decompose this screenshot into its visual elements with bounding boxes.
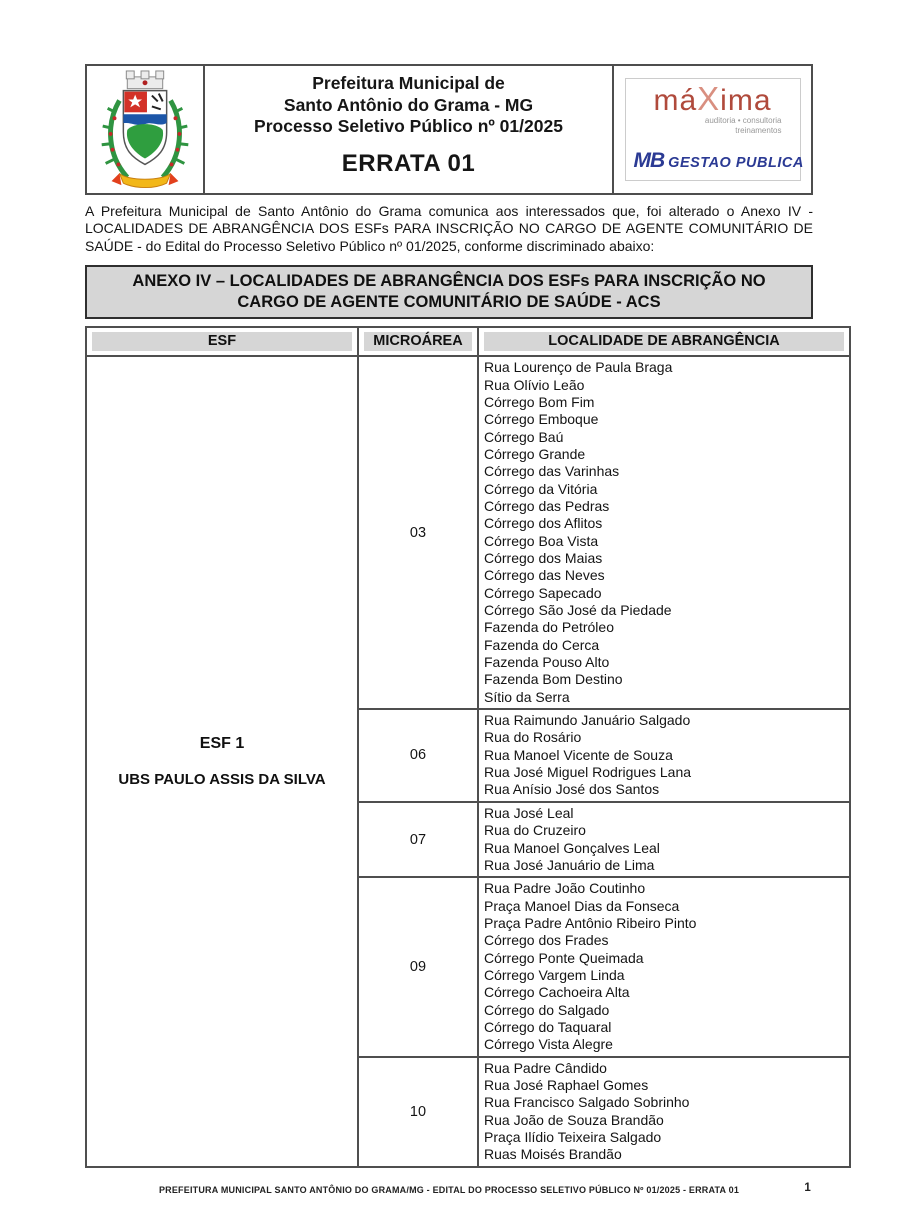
locality: Rua Manoel Gonçalves Leal <box>484 839 660 856</box>
header-title-line2: Santo Antônio do Grama - MG <box>283 94 534 115</box>
locality: Córrego do Taquaral <box>484 1018 612 1035</box>
esf-unit: UBS PAULO ASSIS DA SILVA <box>118 770 326 788</box>
intro-paragraph: A Prefeitura Municipal de Santo Antônio do Grama comunica aos interessados que, foi alterado o Anexo IV - LOCALIDADES DE ABRANGÊNCIA DOS ESFs PARA INSCRIÇÃO NO CARGO DE AGENTE COMUNITÁRIO DE SAÚDE - do Edital do Processo Seletivo Público nº 01/2025, conforme discriminado abaixo: <box>85 203 813 254</box>
maxima-logo-subtitle1: auditoria • consultoria <box>704 116 782 125</box>
annex-title <box>85 265 813 319</box>
locality: Córrego Baú <box>484 428 564 445</box>
locality: Córrego Vargem Linda <box>484 966 625 983</box>
locality: Rua José Miguel Rodrigues Lana <box>484 764 692 781</box>
locality: Rua Anísio José dos Santos <box>484 781 660 798</box>
locality: Córrego das Pedras <box>484 497 610 514</box>
maxima-logo-subtitle2: treinamentos <box>735 126 782 135</box>
locality: Córrego dos Frades <box>484 932 609 949</box>
locality: Córrego São José da Piedade <box>484 602 672 619</box>
maxima-logo-prefix: má <box>653 84 698 117</box>
logos-frame <box>625 78 804 181</box>
mb-logo-text: GESTAO PUBLICA <box>668 155 804 171</box>
locality: Córrego Emboque <box>484 411 599 428</box>
locality: Córrego Sapecado <box>484 584 602 601</box>
locality: Fazenda do Cerca <box>484 636 600 653</box>
mb-logo-mark: MB <box>633 149 665 172</box>
locality: Rua Lourenço de Paula Braga <box>484 359 673 376</box>
locality: Córrego das Varinhas <box>484 463 620 480</box>
document-header <box>85 64 813 195</box>
header-title-line1: Prefeitura Municipal de <box>312 73 505 93</box>
locality: Córrego das Neves <box>484 567 605 584</box>
localities-cell <box>478 1057 850 1167</box>
locality: Rua Francisco Salgado Sobrinho <box>484 1094 690 1111</box>
annex-title-line1: ANEXO IV – LOCALIDADES DE ABRANGÊNCIA DOS ESFs PARA INSCRIÇÃO NO <box>132 272 766 291</box>
maxima-logo-suffix: ima <box>720 84 772 117</box>
table-header-row <box>86 327 850 356</box>
locality: Praça Padre Antônio Ribeiro Pinto <box>484 914 697 931</box>
locality: Rua do Cruzeiro <box>484 822 586 839</box>
microarea-cell: 10 <box>358 1057 478 1167</box>
document-content <box>85 64 813 1195</box>
locality: Rua Manoel Vicente de Souza <box>484 746 673 763</box>
locality: Rua José Leal <box>484 804 574 821</box>
locality: Sítio da Serra <box>484 688 570 705</box>
esf-cell <box>86 356 358 1166</box>
locality: Ruas Moisés Brandão <box>484 1146 622 1163</box>
page-footer <box>85 1181 813 1195</box>
errata-title: ERRATA 01 <box>341 149 476 177</box>
locality: Fazenda Bom Destino <box>484 671 623 688</box>
microarea-cell: 06 <box>358 709 478 802</box>
col-header-localidade: LOCALIDADE DE ABRANGÊNCIA <box>484 332 844 351</box>
locality: Fazenda Pouso Alto <box>484 654 610 671</box>
locality: Rua Padre Cândido <box>484 1059 607 1076</box>
maxima-logo-x: X <box>697 80 721 117</box>
page-number: 1 <box>804 1181 811 1194</box>
footer-text: PREFEITURA MUNICIPAL SANTO ANTÔNIO DO GRAMA/MG - EDITAL DO PROCESSO SELETIVO PÚBLICO Nº 01/2025 - ERRATA 01 <box>158 1184 740 1195</box>
col-header-esf: ESF <box>92 332 352 351</box>
table-body <box>86 356 850 1166</box>
locality: Córrego dos Maias <box>484 550 603 566</box>
locality: Córrego da Vitória <box>484 480 598 497</box>
locality: Córrego Bom Fim <box>484 393 595 410</box>
header-title-line3: Processo Seletivo Público nº 01/2025 <box>254 116 563 136</box>
microarea-cell: 07 <box>358 802 478 877</box>
locality: Rua Padre João Coutinho <box>484 880 646 897</box>
localities-cell <box>478 877 850 1056</box>
esf-name: ESF 1 <box>199 734 245 752</box>
maxima-logo <box>634 80 792 117</box>
locality: Rua Olívio Leão <box>484 376 585 393</box>
locality: Praça Ilídio Teixeira Salgado <box>484 1129 662 1145</box>
coat-of-arms-cell <box>87 66 205 193</box>
locality: Praça Manoel Dias da Fonseca <box>484 897 680 914</box>
locality: Córrego Grande <box>484 445 586 462</box>
locality: Rua João de Souza Brandão <box>484 1111 664 1128</box>
localities-cell <box>478 709 850 802</box>
microarea-cell: 09 <box>358 877 478 1056</box>
municipal-coat-of-arms-icon <box>97 69 193 191</box>
locality: Rua do Rosário <box>484 729 582 746</box>
locality: Rua Raimundo Januário Salgado <box>484 712 691 729</box>
locality: Córrego Cachoeira Alta <box>484 984 630 1001</box>
logos-cell <box>614 66 811 193</box>
locality: Fazenda do Petróleo <box>484 619 614 636</box>
localities-cell <box>478 802 850 877</box>
header-title-cell <box>205 66 614 193</box>
locality: Córrego Boa Vista <box>484 532 599 549</box>
localities-cell <box>478 356 850 709</box>
annex-title-line2: CARGO DE AGENTE COMUNITÁRIO DE SAÚDE - ACS <box>237 293 661 312</box>
coverage-table <box>85 326 851 1167</box>
locality: Córrego dos Aflitos <box>484 515 603 532</box>
locality: Rua José Raphael Gomes <box>484 1076 649 1093</box>
col-header-microarea: MICROÁREA <box>364 332 472 351</box>
microarea-cell: 03 <box>358 356 478 709</box>
locality: Rua José Januário de Lima <box>484 856 655 873</box>
table-row <box>86 356 850 709</box>
locality: Córrego do Salgado <box>484 1001 610 1018</box>
mb-gestao-publica-logo <box>633 149 804 173</box>
locality: Córrego Vista Alegre <box>484 1036 613 1053</box>
locality: Córrego Ponte Queimada <box>484 949 644 966</box>
